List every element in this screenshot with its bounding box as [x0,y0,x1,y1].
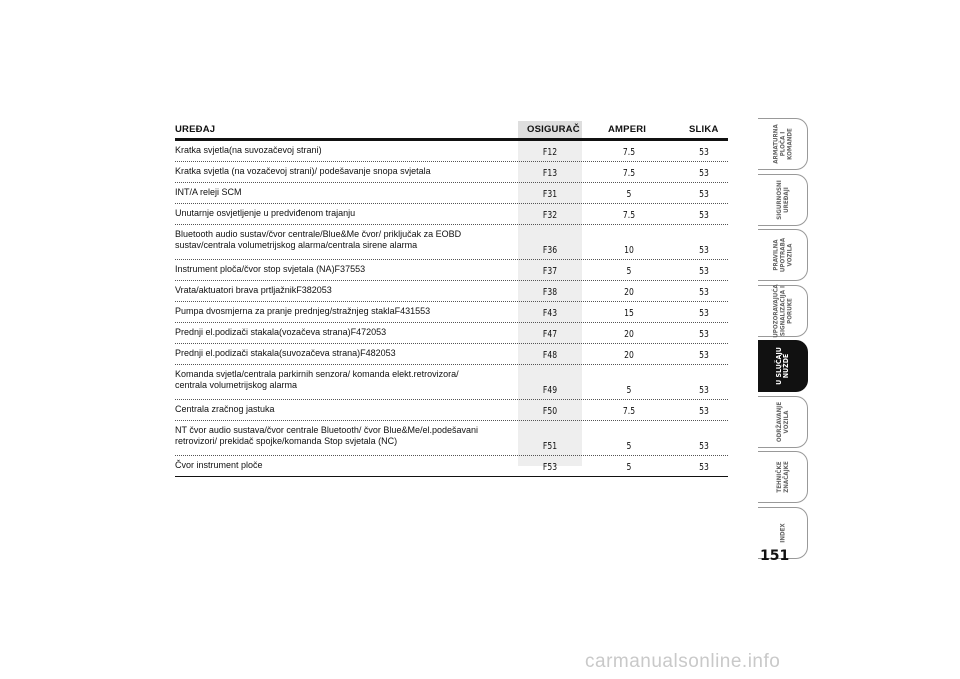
row-amps: 20 [624,329,634,340]
row-figure: 53 [699,147,709,158]
row-figure: 53 [699,287,709,298]
page-number: 151 [760,548,790,564]
row-description: Instrument ploča/čvor stop svjetala (NA)F37553 [175,264,366,274]
row-fuse: F38 [542,287,558,298]
row-fuse: F50 [542,406,558,417]
row-description: Centrala zračnog jastuka [175,404,275,414]
row-figure: 53 [699,350,709,361]
chapter-tab-4[interactable] [758,285,808,337]
row-amps: 5 [626,462,632,473]
row-fuse: F48 [542,350,558,361]
chapter-tab-label: TEHNIČKE ZNAČAJKE [775,461,790,493]
row-description: Prednji el.podizači stakala(vozačeva strana)F472053 [175,327,387,337]
table-row [175,302,728,323]
row-amps: 5 [626,266,632,277]
table-row [175,260,728,281]
chapter-tab-label: SIGURNOSNI UREĐAJI [775,179,790,220]
row-amps: 5 [626,189,632,200]
table-row [175,183,728,204]
row-fuse: F49 [542,385,558,396]
row-figure: 53 [699,406,709,417]
row-description: Kratka svjetla(na suvozačevoj strani) [175,145,322,155]
row-fuse: F37 [542,266,558,277]
table-header [175,121,728,141]
table-row [175,344,728,365]
row-amps: 5 [626,385,632,396]
table-row [175,365,728,400]
row-figure: 53 [699,210,709,221]
row-figure: 53 [699,441,709,452]
row-figure: 53 [699,189,709,200]
row-fuse: F51 [542,441,558,452]
row-fuse: F32 [542,210,558,221]
row-fuse: F31 [542,189,558,200]
row-fuse: F12 [542,147,558,158]
table-row [175,204,728,225]
row-description: Komanda svjetla/centrala parkirnih senzora/ komanda elekt.retrovizora/ centrala volumetrijskog alarma [175,369,459,390]
chapter-tab-6[interactable] [758,396,808,448]
row-amps: 7.5 [622,210,636,221]
row-figure: 53 [699,329,709,340]
row-amps: 7.5 [622,406,636,417]
row-description: NT čvor audio sustava/čvor centrale Bluetooth/ čvor Blue&Me/el.podešavani retrovizori/ prekidač spojke/komanda Stop svjetala (NC) [175,425,478,446]
table-row [175,400,728,421]
table-row [175,141,728,162]
chapter-tab-label: ODRŽAVANJE VOZILA [775,401,790,442]
row-fuse: F13 [542,168,558,179]
row-amps: 20 [624,350,634,361]
watermark: carmanualsonline.info [585,651,781,672]
row-description: Unutarnje osvjetljenje u predviđenom trajanju [175,208,356,218]
fuse-table [175,121,728,477]
chapter-tab-label: UPOZORAVAJUĆA SIGNALIZACIJA I PORUKE [772,283,793,338]
row-amps: 7.5 [622,168,636,179]
chapter-tabs [758,118,808,562]
row-description: Pumpa dvosmjerna za pranje prednjeg/stražnjeg staklaF431553 [175,306,431,316]
table-body [175,141,728,477]
row-description: Vrata/aktuatori brava prtljažnikF382053 [175,285,332,295]
table-row [175,162,728,183]
chapter-tab-label: INDEX [779,522,786,543]
row-figure: 53 [699,168,709,179]
row-figure: 53 [699,266,709,277]
row-description: Čvor instrument ploče [175,460,263,470]
row-fuse: F36 [542,245,558,256]
row-amps: 5 [626,441,632,452]
row-amps: 10 [624,245,634,256]
row-figure: 53 [699,385,709,396]
row-description: Kratka svjetla (na vozačevoj strani)/ podešavanje snopa svjetala [175,166,431,176]
table-row [175,323,728,344]
chapter-tab-label: PRAVILNA UPOTRABA VOZILA [772,237,793,273]
header-device: UREĐAJ [175,124,216,135]
row-description: INT/A releji SCM [175,187,242,197]
chapter-tab-1[interactable] [758,118,808,170]
row-fuse: F43 [542,308,558,319]
chapter-tab-2[interactable] [758,174,808,226]
chapter-tab-label: ARMATURNA PLOČA I KOMANDE [772,124,793,164]
chapter-tab-7[interactable] [758,451,808,503]
row-figure: 53 [699,462,709,473]
row-amps: 15 [624,308,634,319]
table-row [175,281,728,302]
row-figure: 53 [699,245,709,256]
row-amps: 20 [624,287,634,298]
table-row [175,225,728,260]
row-description: Bluetooth audio sustav/čvor centrale/Blue&Me čvor/ priključak za EOBD sustav/centrala volumetrijskog alarma/centrala sirene alarma [175,229,462,250]
row-fuse: F47 [542,329,558,340]
row-description: Prednji el.podizači stakala(suvozačeva strana)F482053 [175,348,396,358]
chapter-tab-5[interactable] [758,340,808,392]
header-fuse: OSIGURAČ [527,124,580,135]
row-figure: 53 [699,308,709,319]
header-amps: AMPERI [608,124,647,135]
header-figure: SLIKA [689,124,719,135]
table-row [175,421,728,456]
chapter-tab-3[interactable] [758,229,808,281]
table-row [175,456,728,477]
row-fuse: F53 [542,462,558,473]
chapter-tab-label: U SLUČAJU NUŽDE [774,347,790,385]
row-amps: 7.5 [622,147,636,158]
